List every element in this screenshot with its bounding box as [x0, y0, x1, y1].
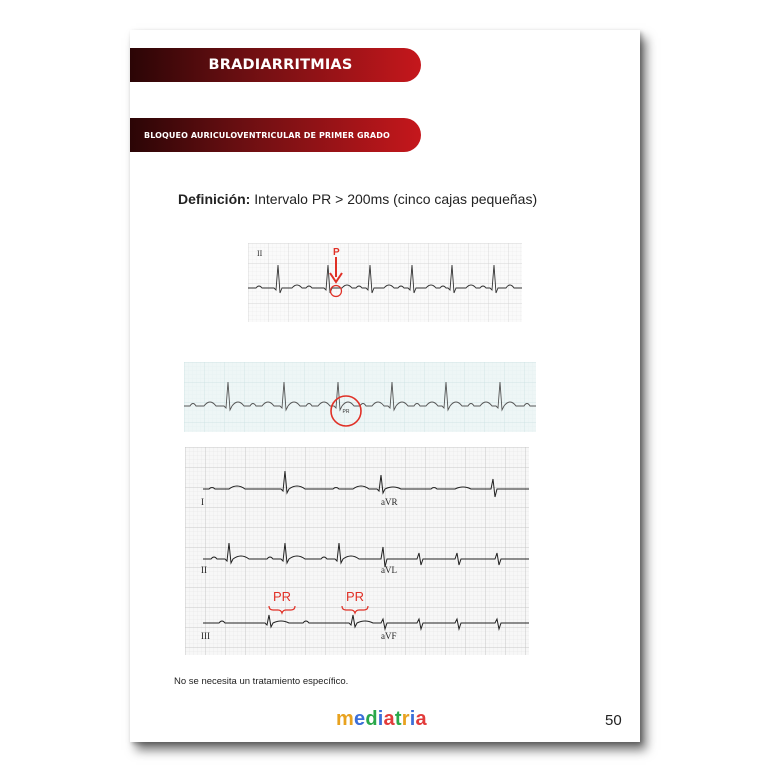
subsection-title: BLOQUEO AURICULOVENTRICULAR DE PRIMER GRADO: [144, 130, 390, 140]
logo-letter: t: [394, 708, 402, 730]
ecg-strip-rhythm: [184, 362, 536, 432]
logo-letter: i: [377, 708, 384, 730]
treatment-note: No se necesita un tratamiento específico.: [174, 676, 349, 687]
ecg3-lead-label-avr: aVR: [381, 497, 398, 507]
ecg3-lead-label-avf: aVF: [381, 631, 397, 641]
section-title-banner: [130, 48, 421, 82]
logo-letter: i: [409, 708, 416, 730]
definition-body: Intervalo PR > 200ms (cinco cajas pequeñas): [254, 191, 538, 207]
logo-letter: a: [383, 708, 395, 730]
definition-text: [178, 191, 537, 207]
ecg1-lead-label: II: [257, 249, 263, 258]
section-title: BRADIARRITMIAS: [208, 57, 353, 73]
pr-interval-marker: PR: [342, 409, 350, 415]
ecg-strip-lead-ii: [248, 243, 522, 322]
ecg3-lead-label-iii: III: [201, 631, 210, 641]
ecg3-lead-label-i: I: [201, 497, 204, 507]
mediatria-logo: [336, 708, 427, 731]
ecg-12-lead: [185, 447, 529, 655]
logo-letter: m: [336, 708, 354, 730]
logo-letter: d: [365, 708, 378, 730]
p-wave-marker: P: [333, 247, 340, 258]
definition-label: Definición:: [178, 191, 251, 207]
ecg3-lead-label-avl: aVL: [381, 565, 397, 575]
pr-label-2: PR: [345, 589, 365, 604]
document-page: [130, 30, 640, 742]
pr-label-1: PR: [272, 589, 292, 604]
logo-letter: a: [415, 708, 427, 730]
logo-letter: e: [353, 708, 366, 730]
logo-letter: r: [401, 708, 410, 730]
subsection-banner: [130, 118, 421, 152]
page-number: 50: [605, 712, 622, 729]
ecg3-lead-label-ii: II: [201, 565, 207, 575]
